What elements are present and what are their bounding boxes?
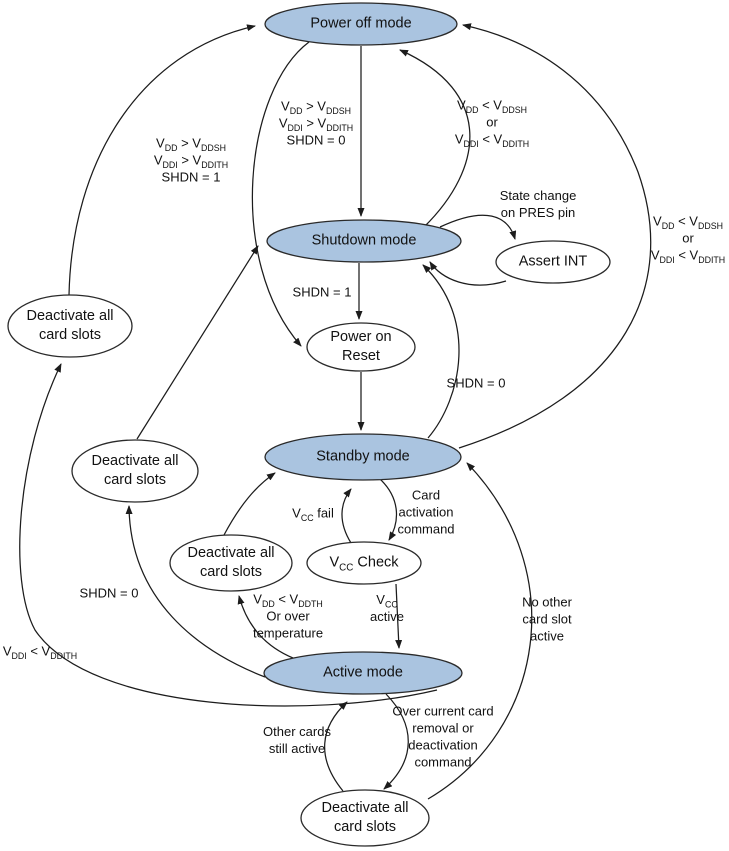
- edge-label-over-current: Over current card removal or deactivation command: [392, 703, 494, 771]
- edge-label-active-shdn0: SHDN = 0: [79, 585, 139, 601]
- edge-label-no-other-card: No other card slot active: [522, 594, 572, 644]
- state-label-shutdown: Shutdown mode: [311, 232, 417, 249]
- edge-label-vcc-active: $V_{CC}$ active: [370, 591, 404, 624]
- edge-label-card-activation: Card activation command: [397, 487, 455, 537]
- edge-label-shutdown-to-power-off: $V_{DD} < V_{DDSH}$ or $V_{DDI} < V_{DDITH}$: [454, 97, 530, 150]
- state-label-deactivate-bottom: Deactivate all card slots: [321, 799, 409, 835]
- edge-deactivate-to-standby: [224, 473, 275, 535]
- edge-label-standby-to-power-off: $V_{DD} < V_{DDSH}$ or $V_{DDI} < V_{DDITH}$: [650, 213, 726, 266]
- state-label-active: Active mode: [323, 664, 403, 681]
- edge-label-overtemp: $V_{DD} < V_{DDTH}$ Or over temperature: [252, 591, 324, 641]
- edge-label-vddi-low: $V_{DDI} < V_{DDITH}$: [2, 643, 78, 662]
- edge-label-shutdown-to-power-on-reset: SHDN = 1: [292, 284, 352, 300]
- edge-deactivate-to-shutdown: [137, 246, 258, 439]
- edge-active-to-deactivate-shutdown: [129, 506, 265, 677]
- state-label-deactivate-to-shutdown: Deactivate all card slots: [91, 452, 179, 488]
- state-label-vcc-check: $V_{CC}$ Check: [329, 554, 399, 574]
- edge-label-vcc-fail: $V_{CC}$ fail: [292, 505, 334, 524]
- edge-label-power-off-to-shutdown: $V_{DD} > V_{DDSH}$ $V_{DDI} > V_{DDITH}$ SHDN = 0: [278, 98, 354, 148]
- state-label-power-off: Power off mode: [310, 15, 412, 32]
- edge-vcc-check-to-standby: [342, 489, 351, 543]
- state-label-deactivate-to-power-off: Deactivate all card slots: [26, 307, 114, 343]
- edge-standby-to-shutdown: [423, 265, 459, 438]
- edge-assert-int-to-shutdown: [430, 262, 506, 285]
- edge-label-pres-state-change: State change on PRES pin: [499, 187, 577, 220]
- state-label-standby: Standby mode: [316, 448, 410, 465]
- state-label-assert-int: Assert INT: [518, 253, 588, 270]
- edge-label-power-off-to-power-on-reset: $V_{DD} > V_{DDSH}$ $V_{DDI} > V_{DDITH}$ SHDN = 1: [153, 135, 229, 185]
- edge-label-standby-to-shutdown: SHDN = 0: [446, 375, 506, 391]
- edge-label-other-cards-active: Other cards still active: [263, 723, 331, 756]
- state-label-deactivate-to-standby: Deactivate all card slots: [187, 544, 275, 580]
- state-label-power-on-reset: Power on Reset: [330, 328, 392, 364]
- edge-standby-to-vcc-check: [380, 479, 396, 540]
